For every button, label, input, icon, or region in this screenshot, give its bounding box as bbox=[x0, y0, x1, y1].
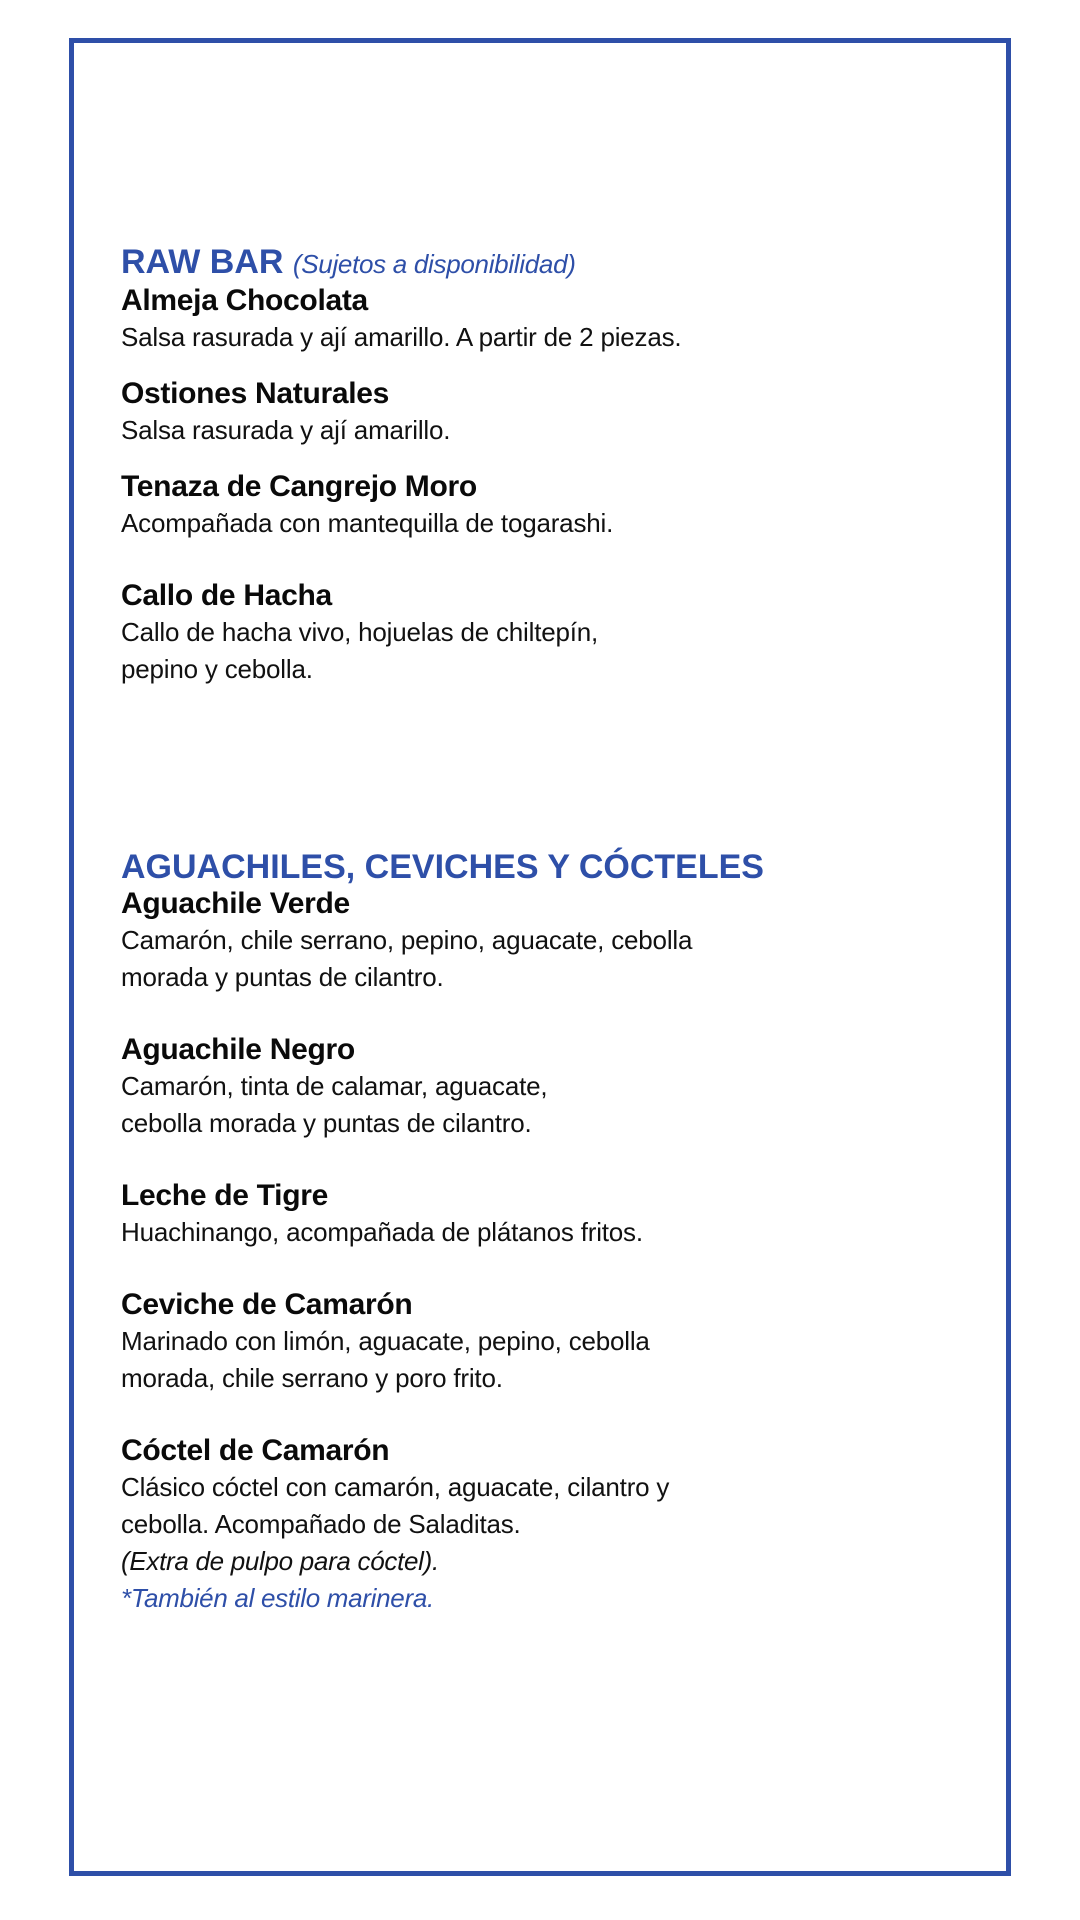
menu-item-callo-de-hacha bbox=[121, 578, 821, 688]
aguachiles-section bbox=[121, 848, 821, 1617]
item-name: Aguachile Negro bbox=[121, 1033, 355, 1066]
raw-bar-section bbox=[121, 243, 821, 688]
menu-item-tenaza-cangrejo-moro bbox=[121, 469, 821, 542]
item-description: Huachinango, acompañada de plátanos fritos. bbox=[121, 1217, 643, 1247]
item-alt-style-note: *También al estilo marinera. bbox=[121, 1583, 434, 1613]
item-description: Salsa rasurada y ají amarillo. bbox=[121, 415, 451, 445]
item-extra-note: (Extra de pulpo para cóctel). bbox=[121, 1546, 439, 1576]
item-name: Tenaza de Cangrejo Moro bbox=[121, 470, 477, 503]
item-description: Camarón, chile serrano, pepino, aguacate, cebolla morada y puntas de cilantro. bbox=[121, 925, 693, 992]
item-name: Cóctel de Camarón bbox=[121, 1434, 390, 1467]
aguachiles-title: AGUACHILES, CEVICHES Y CÓCTELES bbox=[121, 848, 764, 886]
item-description: Callo de hacha vivo, hojuelas de chiltepín, pepino y cebolla. bbox=[121, 617, 599, 684]
item-description: Marinado con limón, aguacate, pepino, cebolla morada, chile serrano y poro frito. bbox=[121, 1326, 650, 1393]
item-name: Aguachile Verde bbox=[121, 887, 350, 920]
item-name: Ceviche de Camarón bbox=[121, 1288, 413, 1321]
menu-item-aguachile-negro bbox=[121, 1032, 821, 1142]
raw-bar-title-text: RAW BAR bbox=[121, 243, 284, 281]
raw-bar-title bbox=[121, 243, 821, 283]
menu-item-almeja-chocolata bbox=[121, 283, 821, 356]
item-name: Almeja Chocolata bbox=[121, 284, 368, 317]
raw-bar-availability-note: (Sujetos a disponibilidad) bbox=[292, 249, 576, 279]
item-name: Callo de Hacha bbox=[121, 579, 332, 612]
menu-item-aguachile-verde bbox=[121, 886, 821, 996]
item-description: Clásico cóctel con camarón, aguacate, cilantro y cebolla. Acompañado de Saladitas. bbox=[121, 1472, 670, 1539]
item-name: Ostiones Naturales bbox=[121, 377, 390, 410]
item-description: Camarón, tinta de calamar, aguacate, cebolla morada y puntas de cilantro. bbox=[121, 1071, 548, 1138]
menu-item-coctel-de-camaron bbox=[121, 1433, 821, 1617]
menu-item-ceviche-de-camaron bbox=[121, 1287, 821, 1397]
item-description: Salsa rasurada y ají amarillo. A partir de 2 piezas. bbox=[121, 322, 682, 352]
item-description: Acompañada con mantequilla de togarashi. bbox=[121, 508, 614, 538]
menu-item-leche-de-tigre bbox=[121, 1178, 821, 1251]
item-name: Leche de Tigre bbox=[121, 1179, 328, 1212]
menu-item-ostiones-naturales bbox=[121, 376, 821, 449]
